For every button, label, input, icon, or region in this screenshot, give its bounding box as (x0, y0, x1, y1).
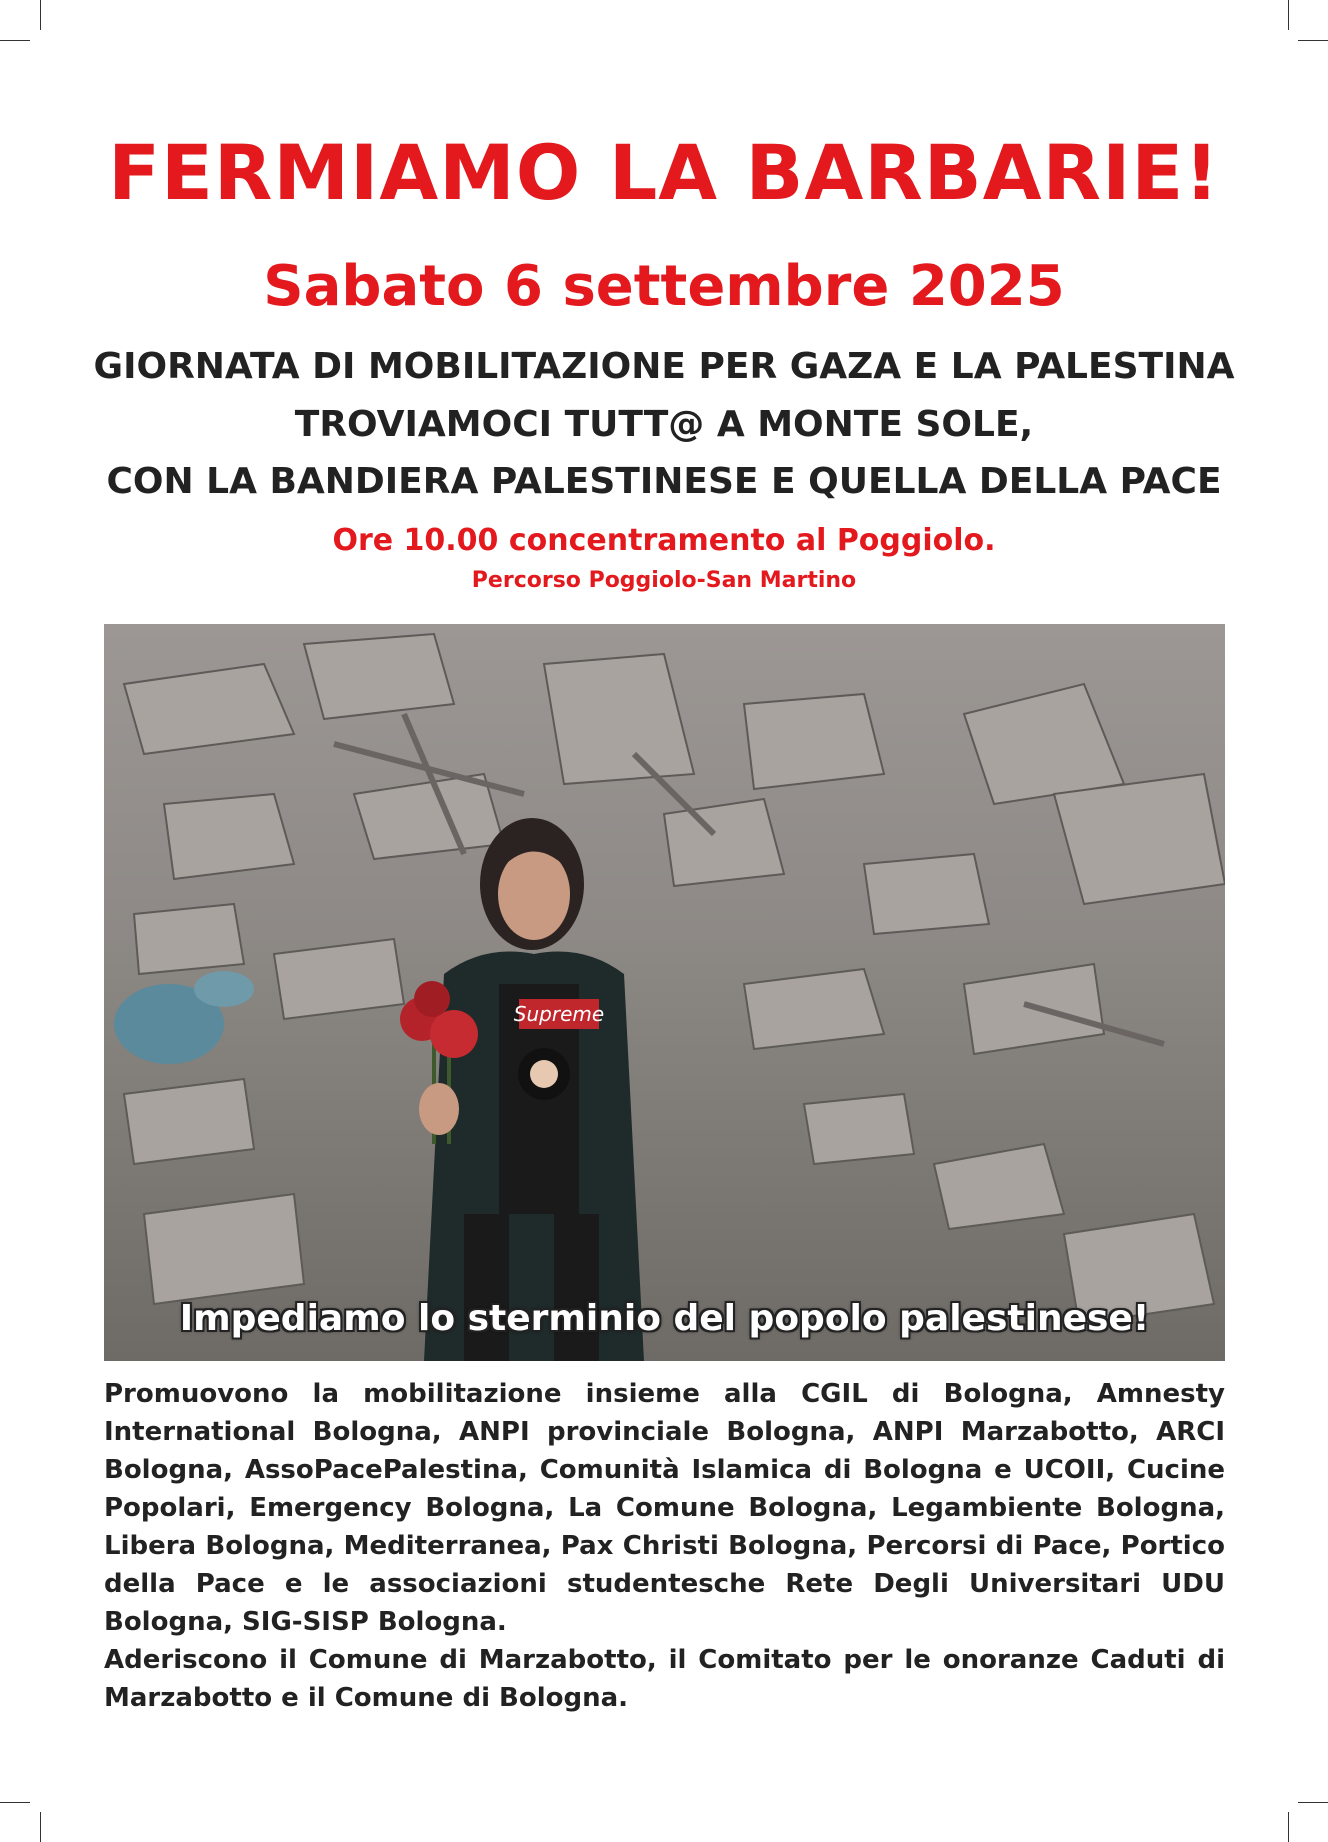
rubble-photo (104, 624, 1225, 1361)
rubble-scene-illustration (104, 624, 1225, 1361)
crop-mark (1288, 1812, 1289, 1842)
crop-mark (1298, 40, 1328, 41)
crop-mark (1298, 1802, 1328, 1803)
crop-mark (40, 0, 41, 30)
shirt-logo-text: Supreme (513, 1002, 605, 1026)
meeting-time: Ore 10.00 concentramento al Poggiolo. (332, 523, 996, 558)
crop-mark (0, 40, 30, 41)
event-date: Sabato 6 settembre 2025 (263, 254, 1065, 319)
crop-mark (0, 1802, 30, 1803)
headline-line-2: TROVIAMOCI TUTT@ A MONTE SOLE, (294, 404, 1034, 445)
poster-title: FERMIAMO LA BARBARIE! (108, 128, 1220, 217)
adherents-paragraph: Aderiscono il Comune di Marzabotto, il Comitato per le onoranze Caduti di Marzabotto e il Comune di Bologna. (104, 1645, 1225, 1713)
headline-line-1: GIORNATA DI MOBILITAZIONE PER GAZA E LA PALESTINA (93, 346, 1235, 387)
headline-line-3: CON LA BANDIERA PALESTINESE E QUELLA DELLA PACE (106, 461, 1222, 502)
crop-mark (1288, 0, 1289, 30)
route-info: Percorso Poggiolo-San Martino (471, 568, 857, 593)
organizers-text-block (104, 1375, 1225, 1717)
promoters-paragraph: Promuovono la mobilitazione insieme alla CGIL di Bologna, Amnesty International Bologna, ANPI provinciale Bologna, ANPI Marzabotto, ARCI Bologna, AssoPacePalestina, Comunità Islamica di Bologna e UCOII, Cucine Popolari, Emergency Bologna, La Comune Bologna, Legambiente Bologna, Libera Bologna, Mediterranea, Pax Christi Bologna, Percorsi di Pace, Portico della Pace e le associazioni studentesche Rete Degli Universitari UDU Bologna, SIG-SISP Bologna. (104, 1379, 1225, 1637)
photo-caption: Impediamo lo sterminio del popolo palestinese! (179, 1298, 1150, 1339)
crop-mark (40, 1812, 41, 1842)
